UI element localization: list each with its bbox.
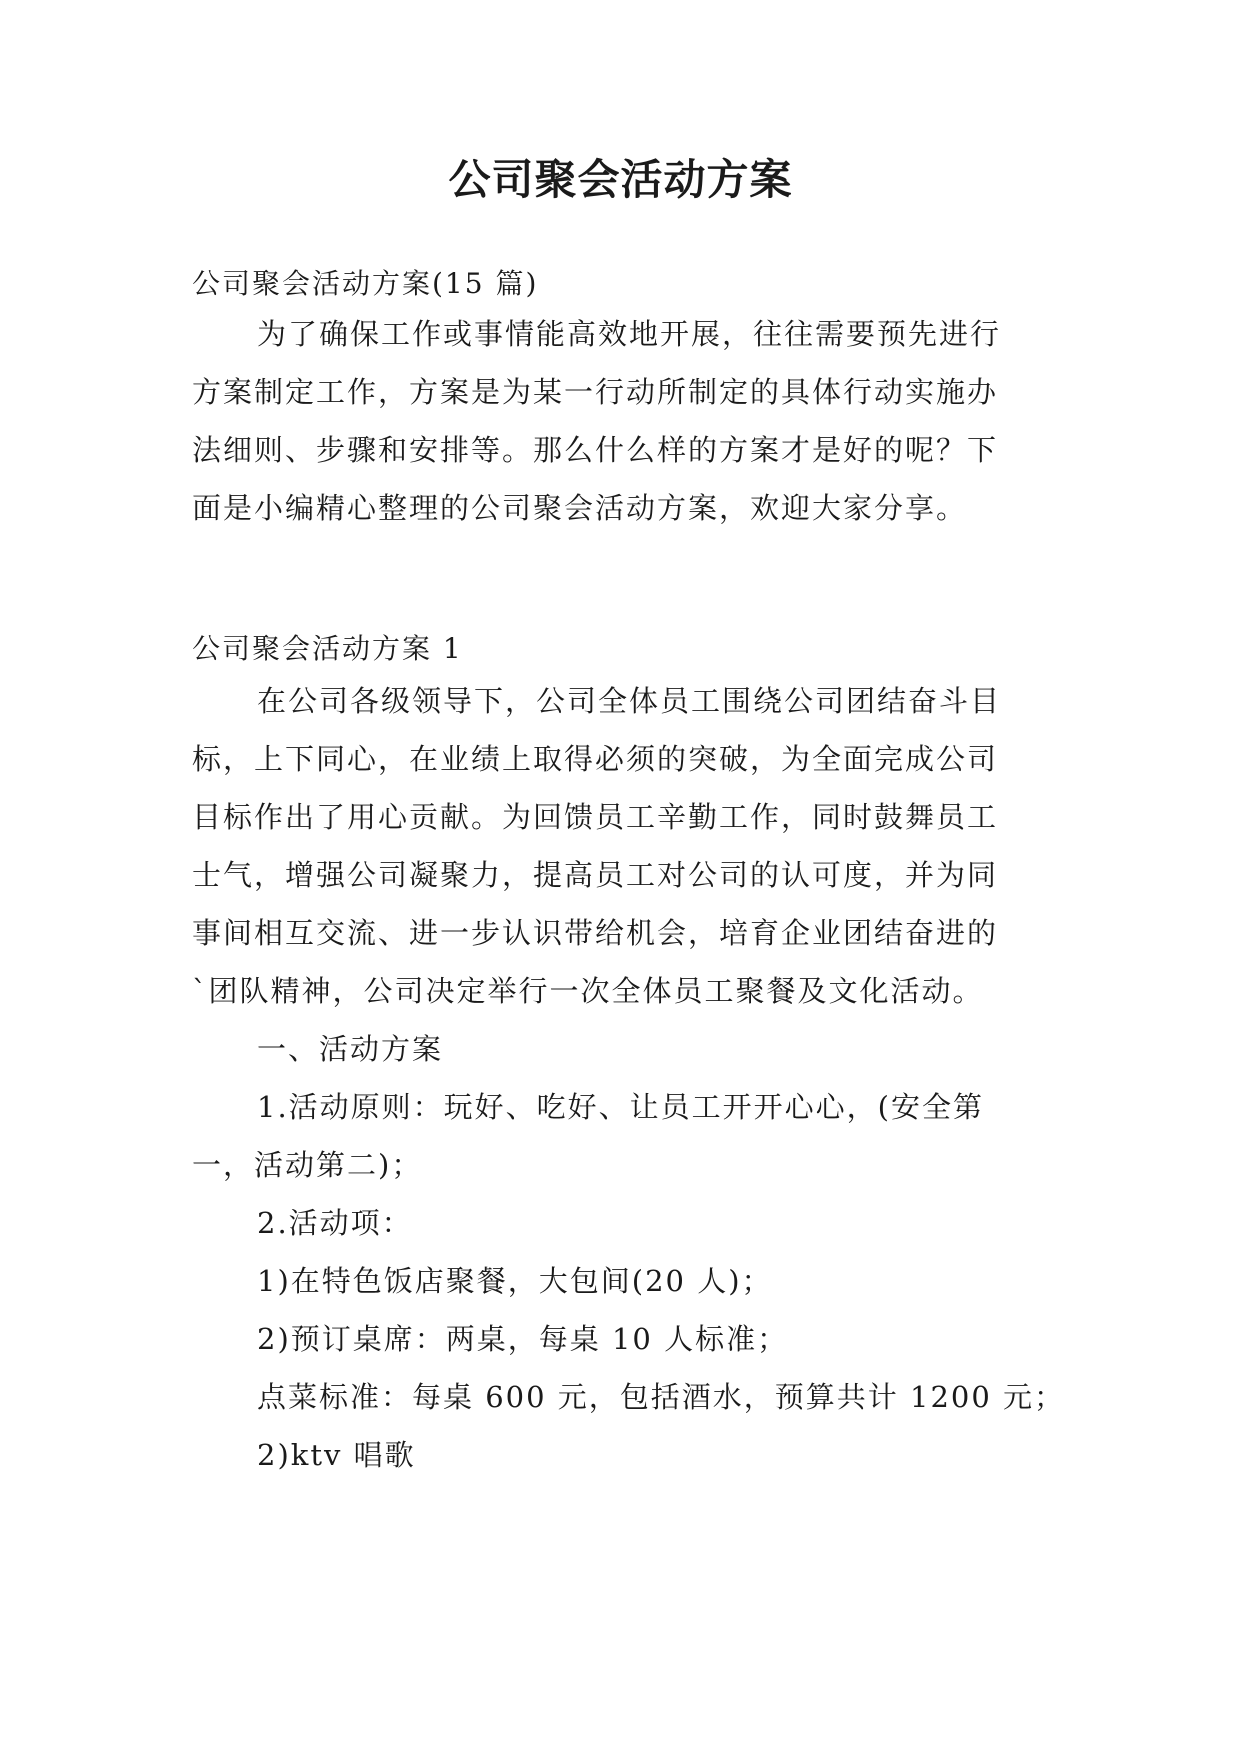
document-title: 公司聚会活动方案 [448,155,793,204]
list-item: 2)ktv 唱歌 [257,1438,416,1472]
body-line: 一，活动第二)； [192,1148,423,1182]
collection-heading: 公司聚会活动方案(15 篇) [192,267,539,300]
intro-line: 面是小编精心整理的公司聚会活动方案，欢迎大家分享。 [192,491,968,525]
list-item: 点菜标准：每桌 600 元，包括酒水，预算共计 1200 元； [257,1380,1066,1414]
body-line: 标，上下同心，在业绩上取得必须的突破，为全面完成公司 [192,742,999,776]
intro-line: 为了确保工作或事情能高效地开展，往往需要预先进行 [257,317,1002,351]
list-item: 1)在特色饭店聚餐，大包间(20 人)； [257,1264,773,1298]
intro-line: 方案制定工作，方案是为某一行动所制定的具体行动实施办 [192,375,999,409]
section-body [192,672,1066,1484]
body-line: 在公司各级领导下，公司全体员工围绕公司团结奋斗目 [257,684,1002,718]
body-line: 目标作出了用心贡献。为回馈员工辛勤工作，同时鼓舞员工 [192,800,999,834]
intro-line: 法细则、步骤和安排等。那么什么样的方案才是好的呢？下 [192,433,999,467]
intro-paragraph [192,305,1052,537]
body-line: 事间相互交流、进一步认识带给机会，培育企业团结奋进的 [192,916,999,950]
body-line: 1.活动原则：玩好、吃好、让员工开开心心，(安全第 [257,1090,984,1124]
body-line: 2.活动项： [257,1206,413,1240]
list-item: 2)预订桌席：两桌，每桌 10 人标准； [257,1322,789,1356]
body-line: 士气，增强公司凝聚力，提高员工对公司的认可度，并为同 [192,858,999,892]
subsection-heading: 一、活动方案 [257,1032,444,1066]
body-line: `团队精神，公司决定举行一次全体员工聚餐及文化活动。 [192,974,984,1008]
section-heading: 公司聚会活动方案 1 [192,632,463,665]
